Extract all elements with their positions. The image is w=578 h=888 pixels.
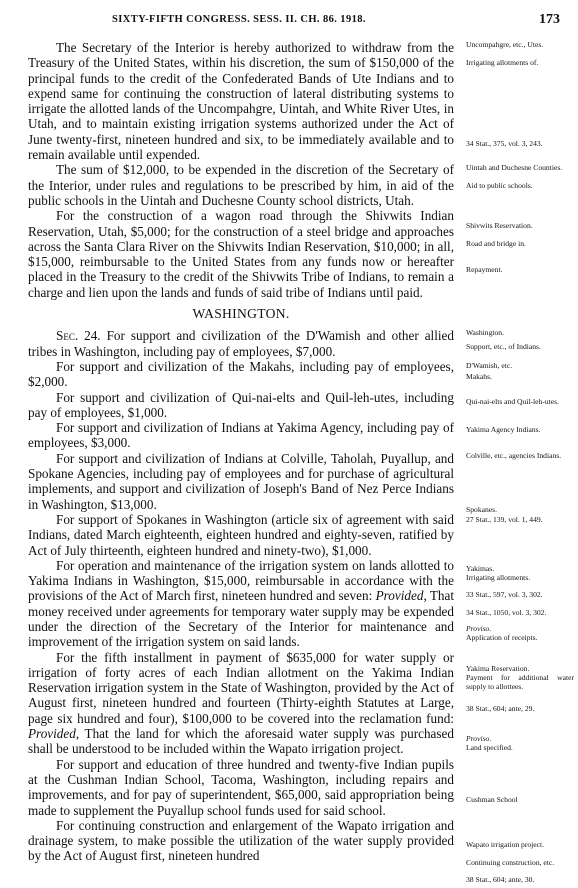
margin-note: Yakimas. (466, 564, 495, 573)
section-label: Sec. 24. (56, 328, 101, 344)
margin-note: Continuing construction, etc. (466, 858, 555, 867)
margin-note: Land specified. (466, 743, 513, 752)
margin-note: Aid to public schools. (466, 181, 533, 190)
proviso-word: Provided (375, 588, 424, 604)
paragraph-shivwits-road: For the construction of a wagon road through the Shivwits Indian Reservation, Utah, $5,000; for the construction of a steel bridge and approaches across the Santa Clara River on the Shivwits Indian Reservation, $10,000; in all, $15,000, reimbursable to the United States from any funds now or hereafter placed in the Treasury to the credit of the Shivwits Tribe of Indians, to remain a charge and lien upon the lands and funds of said tribe of Indians until paid. (28, 208, 454, 300)
margin-note: Road and bridge in. (466, 239, 526, 248)
margin-note: Uintah and Duchesne Counties. (466, 163, 563, 172)
main-text (28, 40, 454, 864)
running-title: SIXTY-FIFTH CONGRESS. SESS. II. CH. 86. 1918. (112, 14, 366, 25)
margin-note: Yakima Reservation. (466, 664, 530, 673)
page-header (0, 12, 578, 30)
paragraph-ute-irrigation: The Secretary of the Interior is hereby authorized to withdraw from the Treasury of the United States, within his discretion, the sum of $150,000 of the principal funds to the credit of the Confederated Bands of Ute Indians and to expend same for continuing the construction of lateral distributing systems to irrigate the allotted lands of the Uncompahgre, Uintah, and White River Utes, in Utah, and to maintain existing irrigation systems authorized under the Act of June twenty-first, nineteen hundred and six, to be immediately available and to remain available until expended. (28, 40, 454, 163)
margin-note: D'Wamish, etc. (466, 361, 513, 370)
paragraph-spokanes: For support of Spokanes in Washington (article six of agreement with said Indians, dated March eighteenth, eighteen hundred and eighty-seven, ratified by Act of July thirteenth, eighteen hundred and ninety-two), $1,000. (28, 511, 454, 558)
margin-note: Yakima Agency Indians. (466, 425, 541, 434)
paragraph-yakima-agency: For support and civilization of Indians at Yakima Agency, including pay of employees, $3,000. (28, 420, 454, 451)
paragraph-dwamish (28, 328, 454, 359)
margin-note: Irrigating allotments of. (466, 58, 539, 67)
paragraph-cushman-school: For support and education of three hundred and twenty-five Indian pupils at the Cushman Indian School, Tacoma, Washington, including repairs and improvements, and for pay of superintendent, $65,000, said appropriation being made to supplement the Puyallup school funds used for said school. (28, 756, 454, 818)
margin-note: 38 Stat., 604; ante, 30. (466, 875, 535, 884)
paragraph-wapato: For continuing construction and enlargement of the Wapato irrigation and drainage system, to make possible the utilization of the water supply provided by the Act of August first, nineteen hundred (28, 817, 454, 864)
margin-note: 38 Stat., 604; ante, 29. (466, 704, 535, 713)
paragraph-colville: For support and civilization of Indians at Colville, Taholah, Puyallup, and Spokane Agencies, including pay of employees and for purchase of agricultural implements, and support and civilization of Joseph's Band of Nez Perce Indians in Washington, $13,000. (28, 450, 454, 512)
section-heading: WASHINGTON. (192, 306, 290, 322)
margin-note: Qui-nai-elts and Quil-leh-utes. (466, 397, 559, 406)
margin-note: Makahs. (466, 372, 492, 381)
margin-note: 34 Stat., 1050, vol. 3, 302. (466, 608, 547, 617)
margin-note: Cushman School (466, 795, 518, 804)
paragraph-yakima-irrigation: For operation and maintenance of the irrigation system on lands allotted to Yakima Indians in Washington, $15,000, reimbursable in accordance with the provisions of the Act of March first, nineteen hundred and seven: Provided, That money received under agreements for temporary water supply may be expended under the direction of the Secretary of the Interior for maintenance and improvement of the irrigation system on said lands. (28, 557, 454, 650)
paragraph-makahs: For support and civilization of the Makahs, including pay of employees, $2,000. (28, 358, 454, 390)
paragraph-fifth-installment: For the fifth installment in payment of $635,000 for water supply or irrigation of forty acres of each Indian allotment on the Yakima Indian Reservation irrigation system in the State of Washington, provided by the Act of August first, nineteen hundred and fourteen (Thirty-eighth Statutes at Large, page six hundred and four), $100,000 to be covered into the reclamation fund: Provided, That the land for which the aforesaid water supply was purchased shall be understood to be included within the Wapato irrigation project. (28, 649, 454, 757)
margin-note: Irrigating allotments. (466, 573, 531, 582)
margin-note: Wapato irrigation project. (466, 840, 545, 849)
margin-note: 34 Stat., 375, vol. 3, 243. (466, 139, 543, 148)
margin-note: Colville, etc., agencies Indians. (466, 451, 562, 460)
margin-note: 27 Stat., 139, vol. 1, 449. (466, 515, 543, 524)
page-number: 173 (539, 12, 560, 27)
margin-note: 33 Stat., 597, vol. 3, 302. (466, 590, 543, 599)
margin-note: Support, etc., of Indians. (466, 342, 541, 351)
margin-note: Application of receipts. (466, 633, 538, 642)
margin-note: Proviso. (466, 734, 492, 743)
margin-note: Spokanes. (466, 505, 498, 514)
paragraph-dwamish-text: For support and civilization of the D'Wamish and other allied tribes in Washington, including pay of employees, $7,000. (28, 328, 454, 359)
paragraph-uintah-schools: The sum of $12,000, to be expended in the discretion of the Secretary of the Interior, under rules and regulations to be prescribed by him, in aid of the public schools in the Uintah and Duchesne County school districts, Utah. (28, 162, 454, 208)
margin-note: Shivwits Reservation. (466, 221, 533, 230)
margin-note: Repayment. (466, 265, 503, 274)
margin-note: Proviso. (466, 624, 492, 633)
paragraph-quinaielts: For support and civilization of Qui-nai-elts and Quil-leh-utes, including pay of employees, $1,000. (28, 389, 454, 420)
margin-note: Uncompahgre, etc., Utes. (466, 40, 544, 49)
margin-note: Payment for additional water supply to allottees. (466, 673, 574, 691)
proviso-word: Provided (28, 726, 76, 742)
margin-note: Washington. (466, 328, 504, 337)
